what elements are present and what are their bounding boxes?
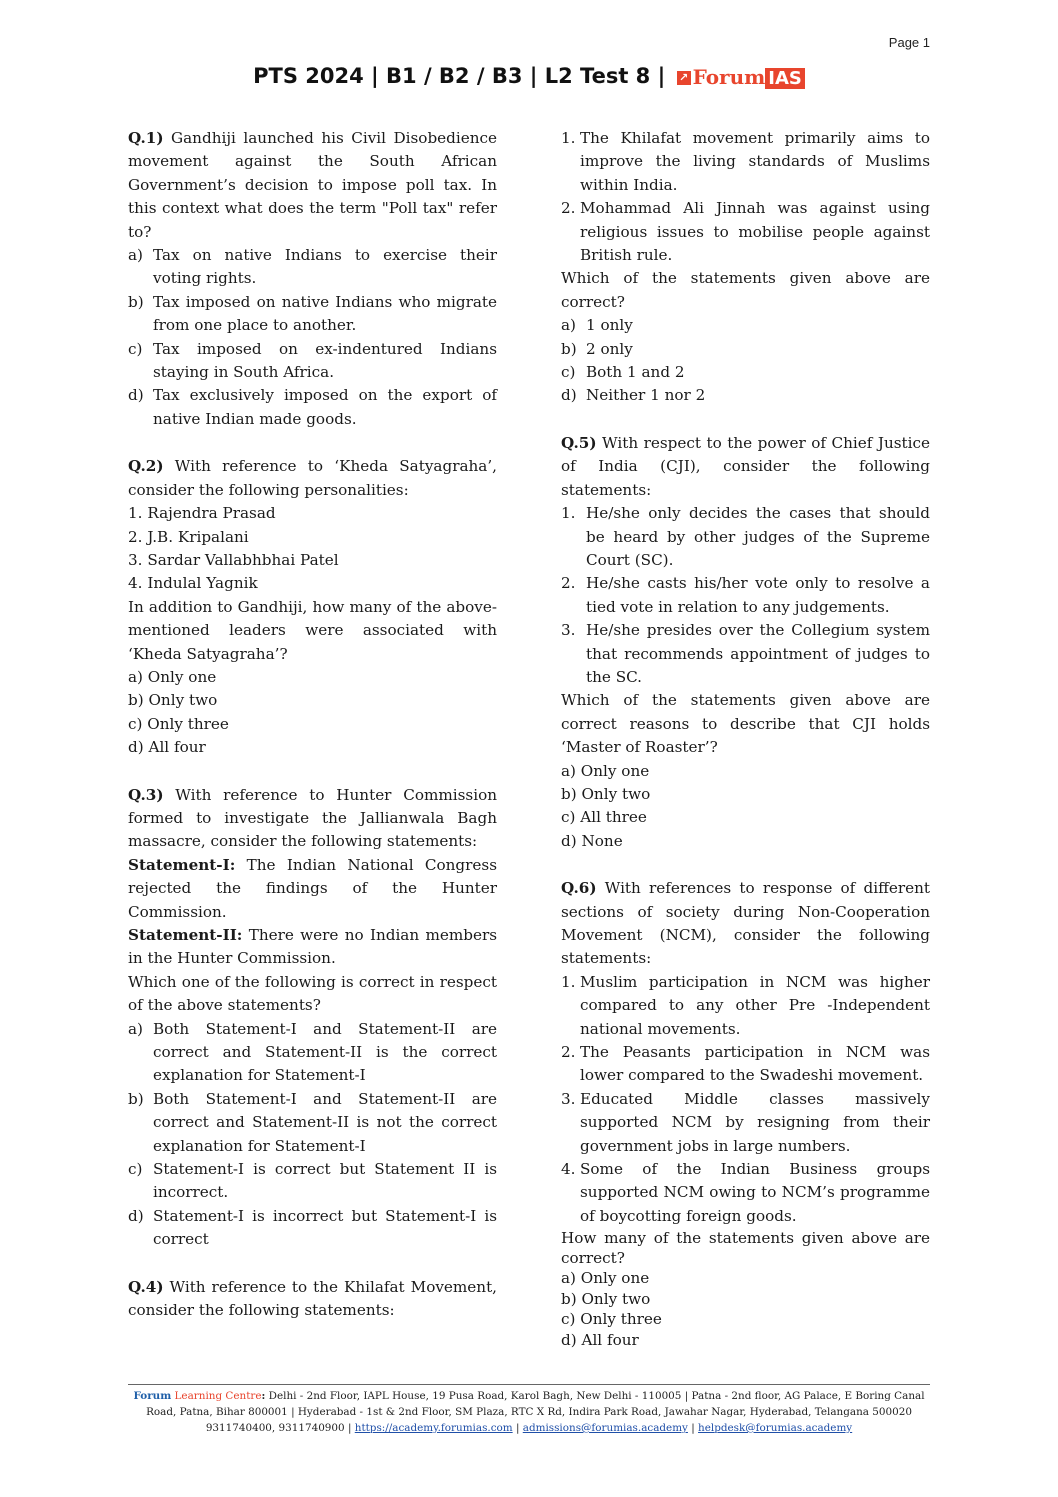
arrow-icon: ↗	[677, 71, 691, 85]
question-number: Q.5)	[561, 433, 597, 452]
question-text: With reference to Hunter Commission formed to investigate the Jallianwala Bagh massacre, consider the following statements:	[128, 785, 497, 851]
list-item: 3. Sardar Vallabhbhai Patel	[128, 550, 339, 569]
statement-1: Statement-I: The Indian National Congress rejected the findings of the Hunter Commission.	[128, 855, 497, 921]
question-5	[561, 432, 930, 853]
left-column	[128, 127, 497, 1347]
question-stem: Which one of the following is correct in respect of the above statements?	[128, 972, 497, 1015]
option: c) All three	[561, 808, 647, 827]
question-6	[561, 877, 930, 1350]
statement-item: 2. He/she casts his/her vote only to resolve a tied vote in relation to any judgements.	[561, 574, 930, 616]
question-text: Gandhiji launched his Civil Disobedience movement against the South African Government’s decision to impose poll tax. In this context what does the term "Poll tax" refer to?	[128, 129, 497, 241]
question-3	[128, 784, 497, 1252]
question-2	[128, 455, 497, 759]
option: c) Only three	[128, 714, 229, 733]
footer-brand-suffix: Learning Centre	[171, 1390, 262, 1402]
statement-item: 2. Mohammad Ali Jinnah was against using religious issues to mobilise people against British rule.	[561, 199, 930, 265]
question-number: Q.6)	[561, 879, 597, 898]
admissions-email-link[interactable]: admissions@forumias.academy	[522, 1422, 688, 1434]
option: c) Statement-I is correct but Statement II is incorrect.	[128, 1160, 497, 1202]
page-number: Page 1	[888, 35, 930, 50]
option: a) 1 only	[561, 316, 633, 335]
option: b) Tax imposed on native Indians who migrate from one place to another.	[128, 292, 497, 335]
website-link[interactable]: https://academy.forumias.com	[354, 1422, 513, 1434]
question-1	[128, 127, 497, 431]
statement-item: 3. He/she presides over the Collegium system that recommends appointment of judges to the SC.	[561, 621, 930, 686]
option: c) Both 1 and 2	[561, 363, 685, 382]
question-number: Q.4)	[128, 1277, 164, 1296]
option: b) Only two	[561, 784, 651, 803]
question-4-continued	[561, 127, 930, 408]
option: d) All four	[128, 738, 206, 757]
page-title	[0, 64, 1058, 89]
question-number: Q.2)	[128, 457, 164, 476]
page-footer: Forum Learning Centre: Delhi - 2nd Floor, IAPL House, 19 Pusa Road, Karol Bagh, New Delhi - 110005 | Patna - 2nd floor, AG Palace, E Boring Canal Road, Patna, Bihar 800001 | Hyderabad - 1st & 2nd Floor, SM Plaza, RTC X Rd, Indira Park Road, Jawahar Nagar, Hyderabad, Telangana 500020 9311740400, 9311740900 | https://academy.forumias.com | admissions@forumias.academy | helpdesk@forumias.academy	[128, 1384, 930, 1436]
option: b) Only two	[128, 691, 218, 710]
question-4-start	[128, 1276, 497, 1323]
statement-item: 1. Muslim participation in NCM was higher compared to any other Pre -Independent national movements.	[561, 972, 930, 1038]
option: b) 2 only	[561, 339, 633, 358]
option: c) Tax imposed on ex-indentured Indians staying in South Africa.	[128, 339, 497, 382]
option: a) Only one	[128, 667, 217, 686]
logo-ias-text: IAS	[765, 68, 805, 89]
footer-address: Delhi - 2nd Floor, IAPL House, 19 Pusa Road, Karol Bagh, New Delhi - 110005 | Patna - 2nd floor, AG Palace, E Boring Canal Road, Patna, Bihar 800001 | Hyderabad - 1st & 2nd Floor, SM Plaza, RTC X Rd, Indira Park Road, Jawahar Nagar, Hyderabad, Telangana 500020	[146, 1390, 925, 1418]
title-text: PTS 2024 | B1 / B2 / B3 | L2 Test 8 |	[253, 64, 666, 88]
statement-item: 1. He/she only decides the cases that should be heard by other judges of the Supreme Court (SC).	[561, 504, 930, 569]
question-number: Q.1)	[128, 129, 164, 147]
forumias-logo	[677, 65, 805, 89]
question-stem: Which of the statements given above are correct?	[561, 269, 930, 311]
option: d) Tax exclusively imposed on the export of native Indian made goods.	[128, 386, 497, 428]
option: d) Statement-I is incorrect but Statement-I is correct	[128, 1206, 497, 1249]
option: b) Both Statement-I and Statement-II are correct and Statement-II is not the correct explanation for Statement-I	[128, 1089, 497, 1155]
question-stem: How many of the statements given above are correct?	[561, 1229, 930, 1268]
option: a) Both Statement-I and Statement-II are correct and Statement-II is the correct explanation for Statement-I	[128, 1019, 497, 1085]
footer-phones: 9311740400, 9311740900 |	[205, 1422, 355, 1434]
option: d) All four	[561, 1330, 639, 1349]
question-text: With respect to the power of Chief Justice of India (CJI), consider the following statements:	[561, 433, 930, 499]
list-item: 1. Rajendra Prasad	[128, 504, 276, 523]
logo-forum-text: Forum	[692, 65, 766, 89]
statement-item: 4. Some of the Indian Business groups supported NCM owing to NCM’s programme of boycotting foreign goods.	[561, 1160, 930, 1225]
question-text: With references to response of different sections of society during Non-Cooperation Movement (NCM), consider the following statements:	[561, 879, 931, 968]
statement-2: Statement-II: There were no Indian members in the Hunter Commission.	[128, 926, 497, 968]
option: d) None	[561, 831, 623, 850]
question-stem: In addition to Gandhiji, how many of the above-mentioned leaders were associated with ‘Kheda Satyagraha’?	[128, 597, 497, 663]
option: a) Tax on native Indians to exercise their voting rights.	[128, 246, 497, 288]
statement-item: 1. The Khilafat movement primarily aims to improve the living standards of Muslims within India.	[561, 129, 930, 194]
statement-item: 3. Educated Middle classes massively supported NCM by resigning from their government jobs in large numbers.	[561, 1089, 930, 1155]
helpdesk-email-link[interactable]: helpdesk@forumias.academy	[698, 1422, 853, 1434]
footer-brand: Forum	[133, 1390, 172, 1402]
question-text: With reference to the Khilafat Movement, consider the following statements:	[128, 1277, 498, 1320]
list-item: 4. Indulal Yagnik	[128, 574, 258, 593]
option: c) Only three	[561, 1310, 662, 1329]
question-text: With reference to ‘Kheda Satyagraha’, consider the following personalities:	[128, 457, 497, 499]
statement-item: 2. The Peasants participation in NCM was lower compared to the Swadeshi movement.	[561, 1043, 930, 1085]
question-stem: Which of the statements given above are correct reasons to describe that CJI holds ‘Master of Roaster’?	[561, 691, 930, 757]
option: a) Only one	[561, 1269, 650, 1288]
question-number: Q.3)	[128, 785, 164, 804]
right-column	[561, 127, 930, 1374]
option: b) Only two	[561, 1289, 651, 1308]
list-item: 2. J.B. Kripalani	[128, 527, 249, 546]
option: d) Neither 1 nor 2	[561, 386, 706, 405]
option: a) Only one	[561, 761, 650, 780]
